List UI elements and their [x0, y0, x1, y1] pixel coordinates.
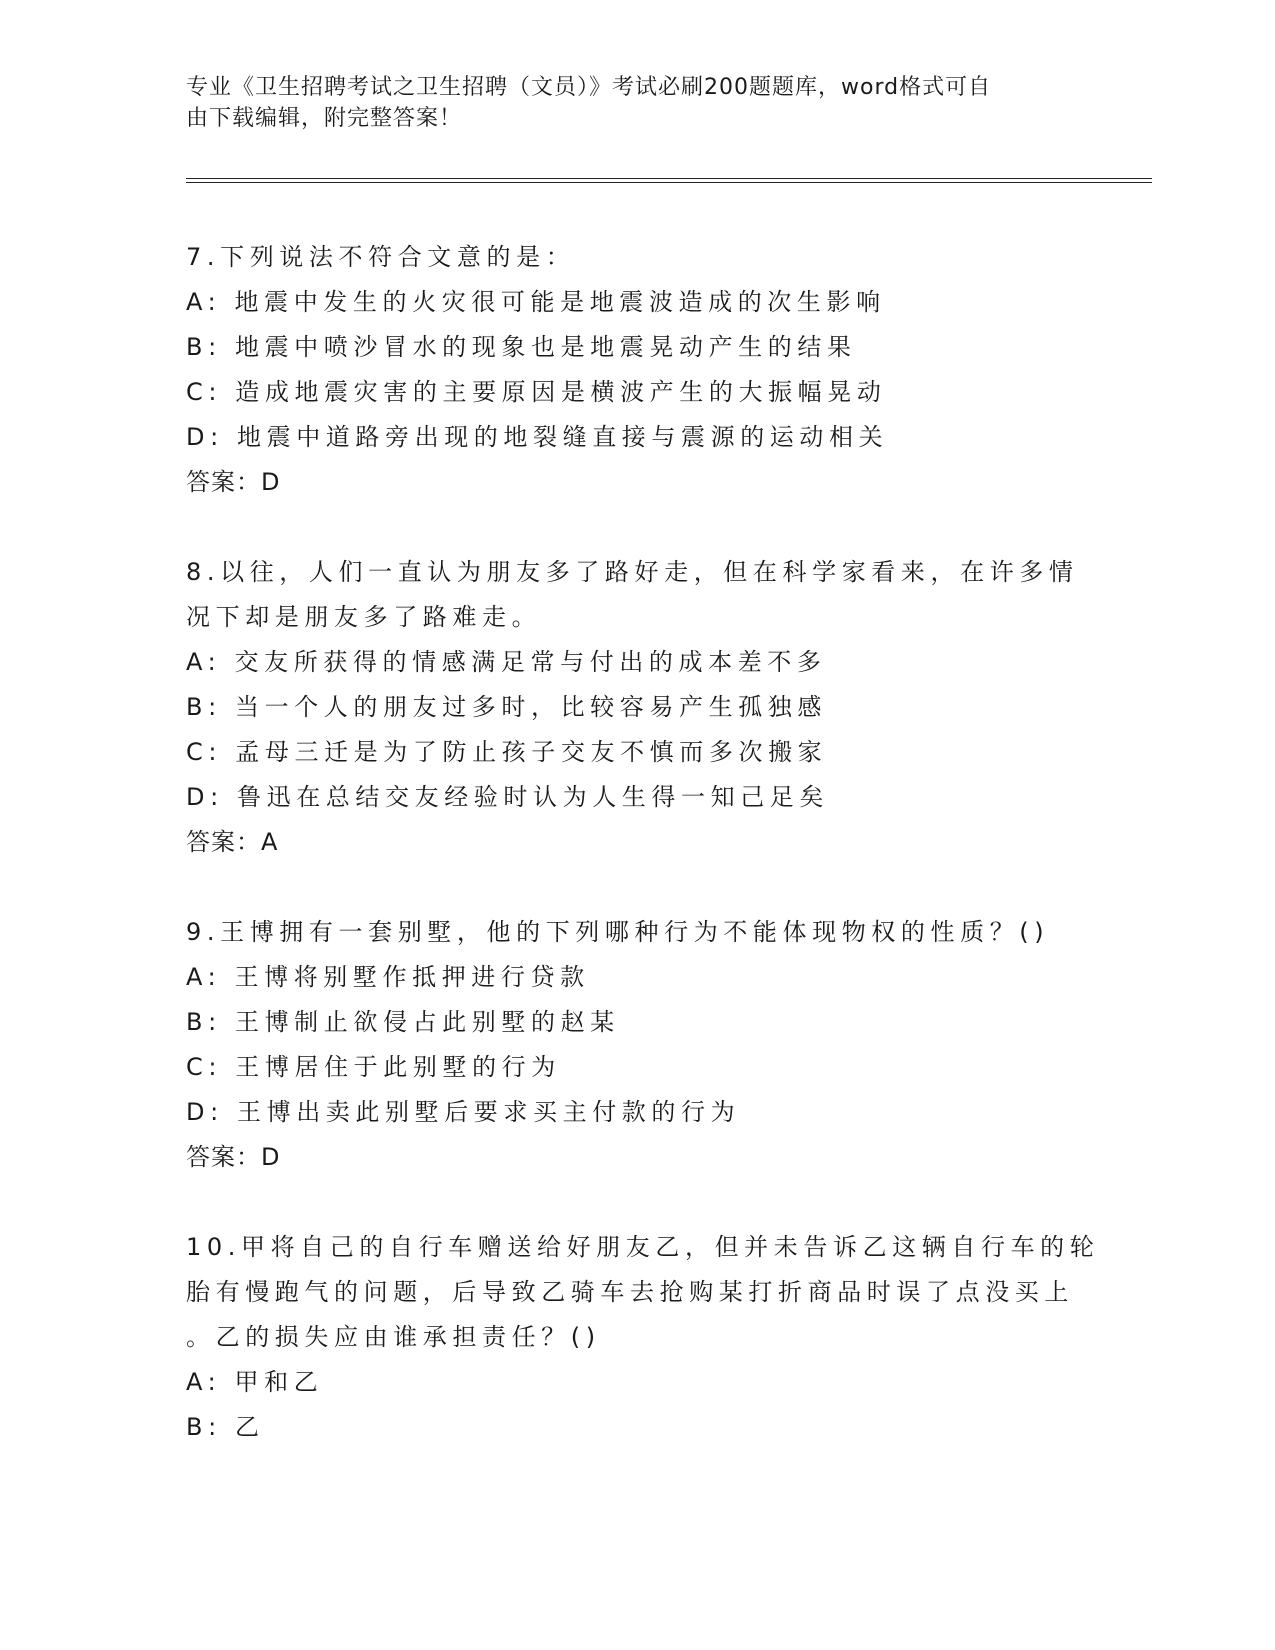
answer: 答案：D [186, 468, 281, 496]
question-stem-cont: 胎有慢跑气的问题，后导致乙骑车去抢购某打折商品时误了点没买上 [186, 1278, 1074, 1306]
question-stem-cont: 况下却是朋友多了路难走。 [186, 603, 542, 631]
option-c: C: 王博居住于此别墅的行为 [186, 1053, 561, 1081]
option-b: B: 王博制止欲侵占此别墅的赵某 [186, 1008, 620, 1036]
header-line-2: 由下载编辑，附完整答案！ [186, 106, 463, 131]
question-stem: 8.以往，人们一直认为朋友多了路好走，但在科学家看来，在许多情 [186, 558, 1079, 586]
document-header [186, 72, 1066, 134]
option-d: D: 鲁迅在总结交友经验时认为人生得一知己足矣 [186, 783, 829, 811]
header-divider-bottom [186, 182, 1152, 183]
option-a: A: 地震中发生的火灾很可能是地震波造成的次生影响 [186, 288, 886, 316]
header-line-1: 专业《卫生招聘考试之卫生招聘（文员）》考试必刷200题题库，word格式可自 [186, 75, 992, 100]
question-stem: 9.王博拥有一套别墅，他的下列哪种行为不能体现物权的性质？() [186, 918, 1050, 946]
question-stem: 10.甲将自己的自行车赠送给好朋友乙，但并未告诉乙这辆自行车的轮 [186, 1233, 1100, 1261]
option-b: B: 当一个人的朋友过多时，比较容易产生孤独感 [186, 693, 827, 721]
option-b: B: 地震中喷沙冒水的现象也是地震晃动产生的结果 [186, 333, 857, 361]
question-stem: 7.下列说法不符合文意的是： [186, 243, 576, 271]
option-b: B: 乙 [186, 1413, 265, 1441]
header-divider-top [186, 178, 1152, 179]
option-c: C: 孟母三迁是为了防止孩子交友不慎而多次搬家 [186, 738, 828, 766]
option-a: A: 甲和乙 [186, 1368, 324, 1396]
question-stem-cont: 。乙的损失应由谁承担责任？() [186, 1323, 601, 1351]
option-d: D: 地震中道路旁出现的地裂缝直接与震源的运动相关 [186, 423, 889, 451]
option-a: A: 王博将别墅作抵押进行贷款 [186, 963, 590, 991]
answer: 答案：A [186, 828, 279, 856]
option-d: D: 王博出卖此别墅后要求买主付款的行为 [186, 1098, 741, 1126]
option-c: C: 造成地震灾害的主要原因是横波产生的大振幅晃动 [186, 378, 887, 406]
answer: 答案：D [186, 1143, 281, 1171]
option-a: A: 交友所获得的情感满足常与付出的成本差不多 [186, 648, 827, 676]
